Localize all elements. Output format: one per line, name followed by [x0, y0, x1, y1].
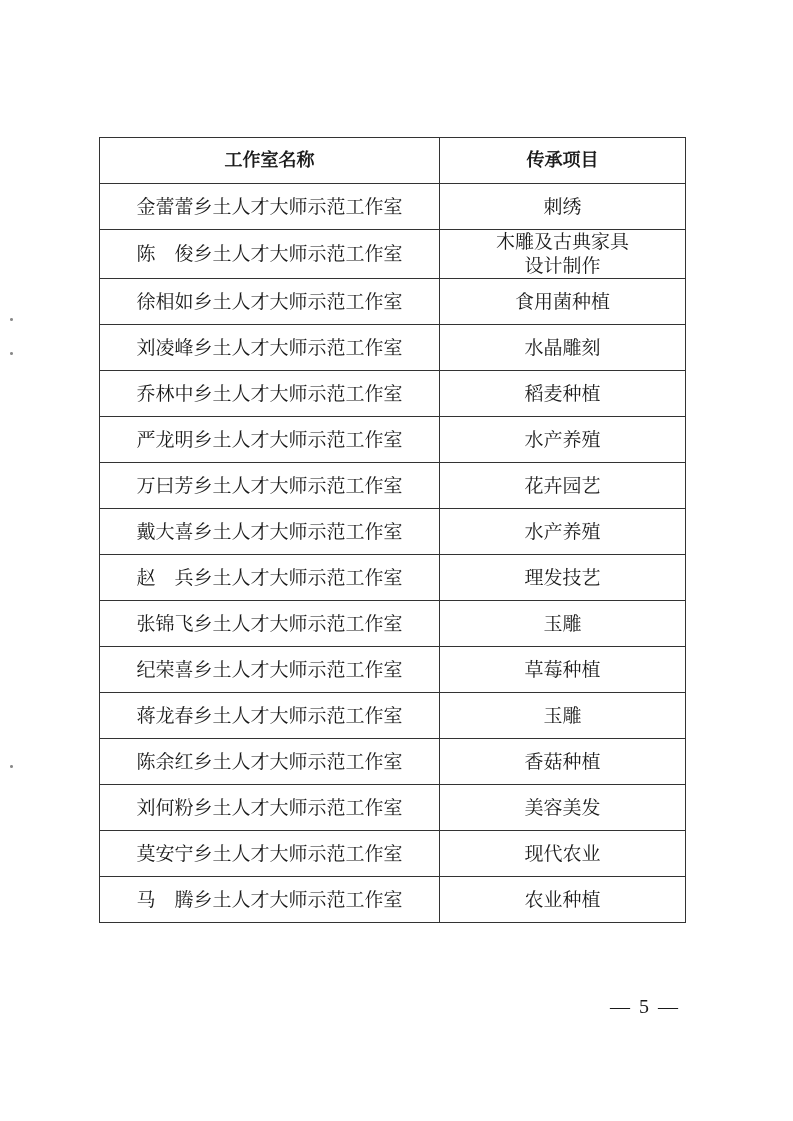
table-row [100, 279, 686, 325]
table-row [100, 325, 686, 371]
table-row [100, 509, 686, 555]
studio-name-cell: 纪荣喜乡土人才大师示范工作室 [100, 647, 440, 693]
table-row [100, 230, 686, 279]
project-cell: 食用菌种植 [440, 279, 686, 325]
project-cell: 木雕及古典家具 设计制作 [440, 230, 686, 279]
studio-name-cell: 马 腾乡土人才大师示范工作室 [100, 877, 440, 923]
project-cell: 香菇种植 [440, 739, 686, 785]
project-cell: 农业种植 [440, 877, 686, 923]
header-project: 传承项目 [440, 138, 686, 184]
studio-name-cell: 蒋龙春乡土人才大师示范工作室 [100, 693, 440, 739]
studio-name-cell: 莫安宁乡土人才大师示范工作室 [100, 831, 440, 877]
table-row [100, 739, 686, 785]
studio-name-cell: 刘何粉乡土人才大师示范工作室 [100, 785, 440, 831]
table-row [100, 647, 686, 693]
table-row [100, 877, 686, 923]
table-row [100, 693, 686, 739]
project-cell: 现代农业 [440, 831, 686, 877]
table-row [100, 184, 686, 230]
table-row [100, 831, 686, 877]
scan-speck [10, 352, 13, 355]
project-cell: 水产养殖 [440, 509, 686, 555]
project-cell: 美容美发 [440, 785, 686, 831]
project-cell: 理发技艺 [440, 555, 686, 601]
studio-name-cell: 陈 俊乡土人才大师示范工作室 [100, 230, 440, 279]
project-cell: 草莓种植 [440, 647, 686, 693]
table-row [100, 463, 686, 509]
header-studio-name: 工作室名称 [100, 138, 440, 184]
project-cell: 玉雕 [440, 601, 686, 647]
studio-name-cell: 刘凌峰乡土人才大师示范工作室 [100, 325, 440, 371]
studio-table [99, 137, 686, 923]
table-row [100, 785, 686, 831]
studio-name-cell: 乔林中乡土人才大师示范工作室 [100, 371, 440, 417]
project-cell: 水产养殖 [440, 417, 686, 463]
studio-name-cell: 张锦飞乡土人才大师示范工作室 [100, 601, 440, 647]
scan-speck [10, 318, 13, 321]
page-number: — 5 — [610, 996, 680, 1018]
project-cell: 玉雕 [440, 693, 686, 739]
studio-name-cell: 金蕾蕾乡土人才大师示范工作室 [100, 184, 440, 230]
table-row [100, 417, 686, 463]
studio-name-cell: 万曰芳乡土人才大师示范工作室 [100, 463, 440, 509]
studio-name-cell: 赵 兵乡土人才大师示范工作室 [100, 555, 440, 601]
project-cell: 花卉园艺 [440, 463, 686, 509]
project-cell: 刺绣 [440, 184, 686, 230]
scan-speck [10, 765, 13, 768]
studio-name-cell: 戴大喜乡土人才大师示范工作室 [100, 509, 440, 555]
studio-name-cell: 严龙明乡土人才大师示范工作室 [100, 417, 440, 463]
project-cell: 水晶雕刻 [440, 325, 686, 371]
studio-name-cell: 陈余红乡土人才大师示范工作室 [100, 739, 440, 785]
table-row [100, 601, 686, 647]
table-row [100, 371, 686, 417]
studio-name-cell: 徐相如乡土人才大师示范工作室 [100, 279, 440, 325]
project-cell: 稻麦种植 [440, 371, 686, 417]
table-header-row [100, 138, 686, 184]
table-row [100, 555, 686, 601]
